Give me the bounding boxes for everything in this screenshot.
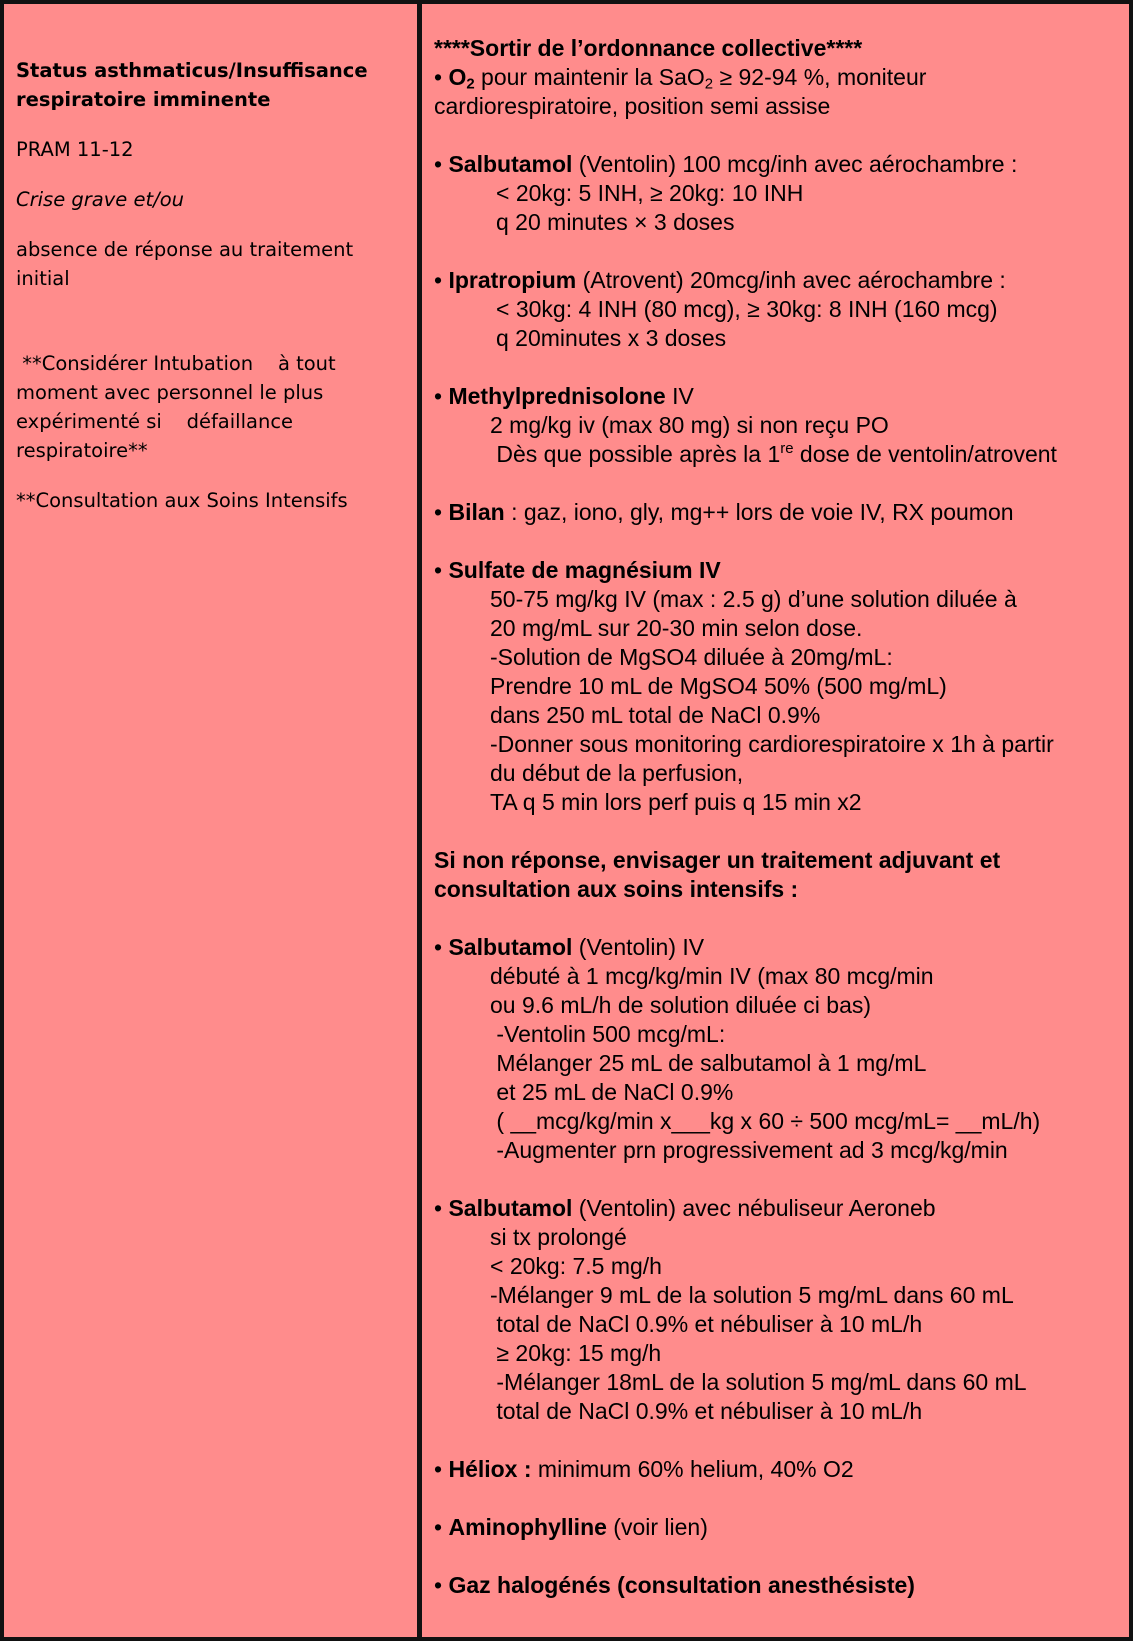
no-response-text: absence de réponse au traitement initial <box>16 238 354 290</box>
salbutamol-neb-block: • Salbutamol (Ventolin) avec nébuliseur Aeroneb si tx prolongé < 20kg: 7.5 mg/h -Mélanger 9 mL de la solution 5 mg/mL dans 60 mL total de NaCl 0.9% et nébuliser à 10 mL/h ≥ 20kg: 15 mg/h -Mélanger 18mL de la solution 5 mg/mL dans 60 mL total de NaCl 0.9% et nébuliser à 10 mL/h <box>434 1195 1027 1424</box>
drug-name: Bilan <box>448 499 505 525</box>
heading: ****Sortir de l’ordonnance collective**** <box>434 35 863 61</box>
drug-name: Ipratropium <box>448 267 577 293</box>
o2-line-2: cardiorespiratoire, position semi assise <box>434 93 831 119</box>
drug-name: Sulfate de magnésium IV <box>448 557 721 583</box>
bilan-block: • Bilan : gaz, iono, gly, mg++ lors de voie IV, RX poumon <box>434 499 1014 525</box>
right-column <box>434 34 1124 1629</box>
aminophylline-block: • Aminophylline (voir lien) <box>434 1514 708 1540</box>
condition-title: Status asthmaticus/Insuffisance respiratoire imminente <box>16 59 368 111</box>
non-response-block: Si non réponse, envisager un traitement adjuvant et consultation aux soins intensifs : <box>434 847 1001 902</box>
column-divider <box>417 4 422 1637</box>
drug-name: Salbutamol <box>448 934 573 960</box>
intubation-note: **Considérer Intubation à tout moment avec personnel le plus expérimenté si défaillance respiratoire** <box>16 352 342 462</box>
salbutamol-inh-block: • Salbutamol (Ventolin) 100 mcg/inh avec aérochambre : < 20kg: 5 INH, ≥ 20kg: 10 INH q 20 minutes × 3 doses <box>434 151 1018 235</box>
o2-block <box>434 34 1124 121</box>
ipratropium-block: • Ipratropium (Atrovent) 20mcg/inh avec aérochambre : < 30kg: 4 INH (80 mcg), ≥ 30kg: 8 INH (160 mcg) q 20minutes x 3 doses <box>434 267 1006 351</box>
drug-name: Gaz halogénés (consultation anesthésiste) <box>448 1572 915 1598</box>
magnesium-block: • Sulfate de magnésium IV 50-75 mg/kg IV (max : 2.5 g) d’une solution diluée à 20 mg/mL sur 20-30 min selon dose. -Solution de MgSO4 diluée à 20mg/mL: Prendre 10 mL de MgSO4 50% (500 mg/mL) dans 250 mL total de NaCl 0.9% -Donner sous monitoring cardiorespiratoire x 1h à partir du début de la perfusion, TA q 5 min lors perf puis q 15 min x2 <box>434 557 1054 815</box>
severity-text: Crise grave et/ou <box>16 188 184 211</box>
methylprednisolone-block: • Methylprednisolone IV 2 mg/kg iv (max 80 mg) si non reçu PO Dès que possible après la 1re dose de ventolin/atrovent <box>434 383 1057 467</box>
pram-score: PRAM 11-12 <box>16 138 134 161</box>
drug-name: Methylprednisolone <box>448 383 666 409</box>
icu-consultation-note: **Consultation aux Soins Intensifs <box>16 489 348 512</box>
drug-name: Aminophylline <box>448 1514 607 1540</box>
o2-line: • $O_2$ pour maintenir la SaO$_2$ ≥ 92-94 %, moniteur <box>434 64 927 93</box>
salbutamol-iv-block: • Salbutamol (Ventolin) IV débuté à 1 mcg/kg/min IV (max 80 mcg/min ou 9.6 mL/h de solution diluée ci bas) -Ventolin 500 mcg/mL: Mélanger 25 mL de salbutamol à 1 mg/mL et 25 mL de NaCl 0.9% ( __mcg/kg/min x___kg x 60 ÷ 500 mcg/mL= __mL/h) -Augmenter prn progressivement ad 3 mcg/kg/min <box>434 934 1041 1163</box>
left-column <box>16 56 408 536</box>
drug-name: Salbutamol <box>448 151 573 177</box>
drug-name: Salbutamol <box>448 1195 573 1221</box>
drug-name: Héliox : <box>448 1456 532 1482</box>
halogenated-gas-block: • Gaz halogénés (consultation anesthésiste) <box>434 1572 915 1598</box>
heliox-block: • Héliox : minimum 60% helium, 40% O2 <box>434 1456 854 1482</box>
